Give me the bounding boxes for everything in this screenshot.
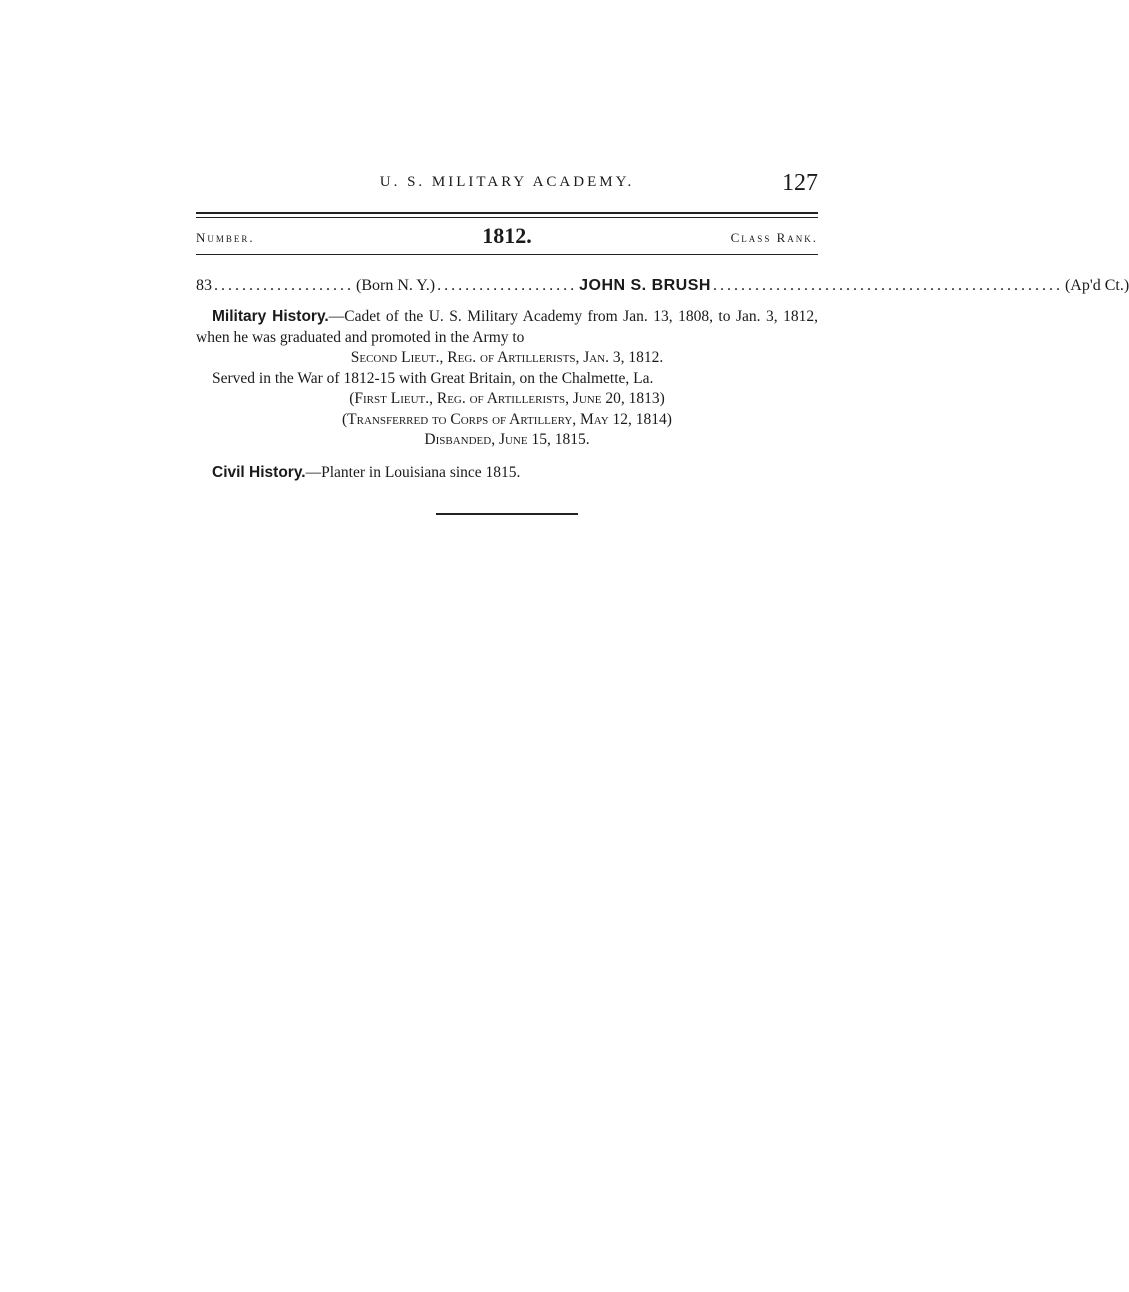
page-number: 127: [782, 170, 818, 196]
class-rank-column-label: Class Rank.: [730, 230, 818, 245]
civil-history-text: —Planter in Louisiana since 1815.: [305, 463, 521, 481]
entry-number: 83: [196, 277, 212, 294]
running-head: [196, 170, 818, 204]
civil-history-label: Civil History.: [212, 463, 306, 481]
war-service-line: Served in the War of 1812-15 with Great Britain, on the Chalmette, La.: [212, 369, 654, 387]
class-year: 1812.: [482, 223, 532, 248]
second-lieut-line: Second Lieut., Reg. of Artillerists, Jan. 3, 1812.: [350, 349, 664, 366]
dot-leader: ....................: [437, 277, 578, 294]
disbanded-line: Disbanded, June 15, 1815.: [424, 431, 590, 448]
military-history-text: —Cadet of the U. S. Military Academy from Jan. 13, 1808, to Jan. 3, 1812, when he was graduated and promoted in the Army to: [196, 308, 818, 346]
entry-heading-line: [196, 277, 1129, 295]
end-rule: [436, 513, 578, 515]
entry-birthplace: (Born N. Y.): [356, 277, 436, 294]
first-lieut-line: (First Lieut., Reg. of Artillerists, June 20, 1813): [349, 390, 665, 407]
civil-history-paragraph: [196, 463, 818, 484]
document-page: [196, 170, 1129, 515]
entry-appointment: (Ap'd Ct.): [1064, 277, 1129, 294]
number-column-label: Number.: [196, 230, 255, 245]
dot-leader: ....................: [214, 277, 354, 294]
military-history-label: Military History.: [212, 308, 329, 325]
dot-leader: ..................................................: [712, 277, 1063, 294]
section-rule: [196, 254, 818, 255]
section-header: [196, 218, 818, 254]
entry-name: JOHN S. BRUSH: [579, 277, 711, 294]
military-history-paragraph: [196, 307, 818, 348]
running-title: U. S. MILITARY ACADEMY.: [379, 174, 635, 190]
transferred-line: (Transferred to Corps of Artillery, May 12, 1814): [342, 410, 672, 428]
